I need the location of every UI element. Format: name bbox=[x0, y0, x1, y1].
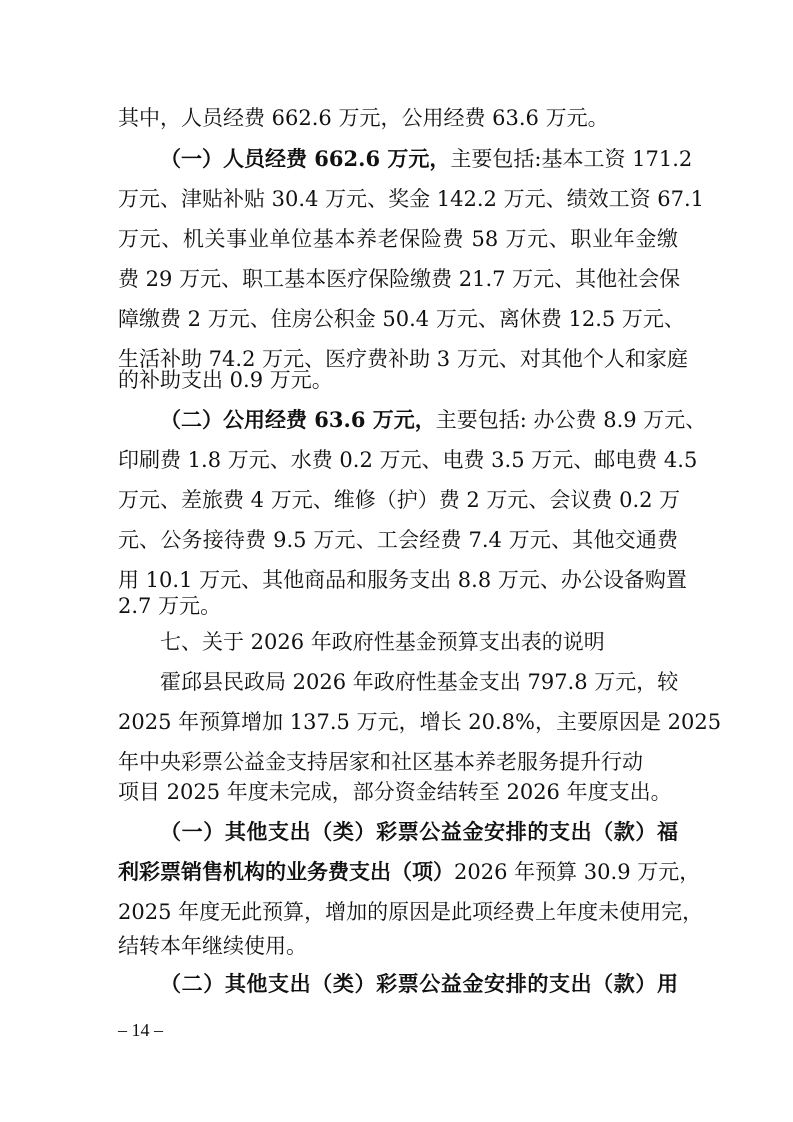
text-line: 费 29 万元、职工基本医疗保险缴费 21.7 万元、其他社会保 bbox=[118, 267, 681, 291]
text-line: 万元、差旅费 4 万元、维修（护）费 2 万元、会议费 0.2 万 bbox=[118, 488, 681, 512]
text-line: 用 10.1 万元、其他商品和服务支出 8.8 万元、办公设备购置 bbox=[118, 568, 687, 592]
text-line: 霍邱县民政局 2026 年政府性基金支出 797.8 万元，较 bbox=[160, 670, 679, 694]
text-line: 2025 年度无此预算，增加的原因是此项经费上年度未使用完， bbox=[118, 900, 704, 924]
text-line: 生活补助 74.2 万元、医疗费补助 3 万元、对其他个人和家庭 bbox=[118, 347, 688, 371]
section-heading: 七、关于 2026 年政府性基金预算支出表的说明 bbox=[160, 630, 605, 654]
personnel-heading: （一）人员经费 662.6 万元， bbox=[160, 146, 451, 171]
text-line: 结转本年继续使用。 bbox=[118, 934, 307, 958]
item-budget: 2026 年预算 30.9 万元， bbox=[454, 860, 701, 884]
page-number: – 14 – bbox=[118, 1020, 163, 1040]
text-line bbox=[118, 858, 701, 886]
text-line: 元、公务接待费 9.5 万元、工会经费 7.4 万元、其他交通费 bbox=[118, 528, 678, 552]
text-line: 障缴费 2 万元、住房公积金 50.4 万元、离休费 12.5 万元、 bbox=[118, 307, 685, 331]
text-line: 年中央彩票公益金支持居家和社区基本养老服务提升行动 bbox=[118, 750, 643, 774]
text-line: 的补助支出 0.9 万元。 bbox=[118, 368, 333, 392]
text-line: 2025 年预算增加 137.5 万元，增长 20.8%，主要原因是 2025 bbox=[118, 710, 722, 734]
item-heading: 利彩票销售机构的业务费支出（项） bbox=[118, 859, 454, 884]
text-line: 万元、津贴补贴 30.4 万元、奖金 142.2 万元、绩效工资 67.1 bbox=[118, 187, 705, 211]
public-intro: 主要包括: 办公费 8.9 万元、 bbox=[435, 408, 707, 432]
personnel-paragraph-first-line bbox=[160, 145, 693, 173]
text-line: 印刷费 1.8 万元、水费 0.2 万元、电费 3.5 万元、邮电费 4.5 bbox=[118, 448, 698, 472]
text-line: 其中，人员经费 662.6 万元，公用经费 63.6 万元。 bbox=[118, 106, 609, 130]
personnel-intro: 主要包括:基本工资 171.2 bbox=[450, 147, 693, 171]
text-line: 项目 2025 年度未完成，部分资金结转至 2026 年度支出。 bbox=[118, 780, 672, 804]
text-line: 2.7 万元。 bbox=[118, 594, 222, 618]
public-paragraph-first-line bbox=[160, 406, 707, 434]
text-line: 万元、机关事业单位基本养老保险费 58 万元、职业年金缴 bbox=[118, 227, 678, 251]
public-heading: （二）公用经费 63.6 万元， bbox=[160, 407, 436, 432]
subsection-heading: （二）其他支出（类）彩票公益金安排的支出（款）用 bbox=[160, 971, 678, 996]
subsection-heading: （一）其他支出（类）彩票公益金安排的支出（款）福 bbox=[160, 819, 678, 844]
